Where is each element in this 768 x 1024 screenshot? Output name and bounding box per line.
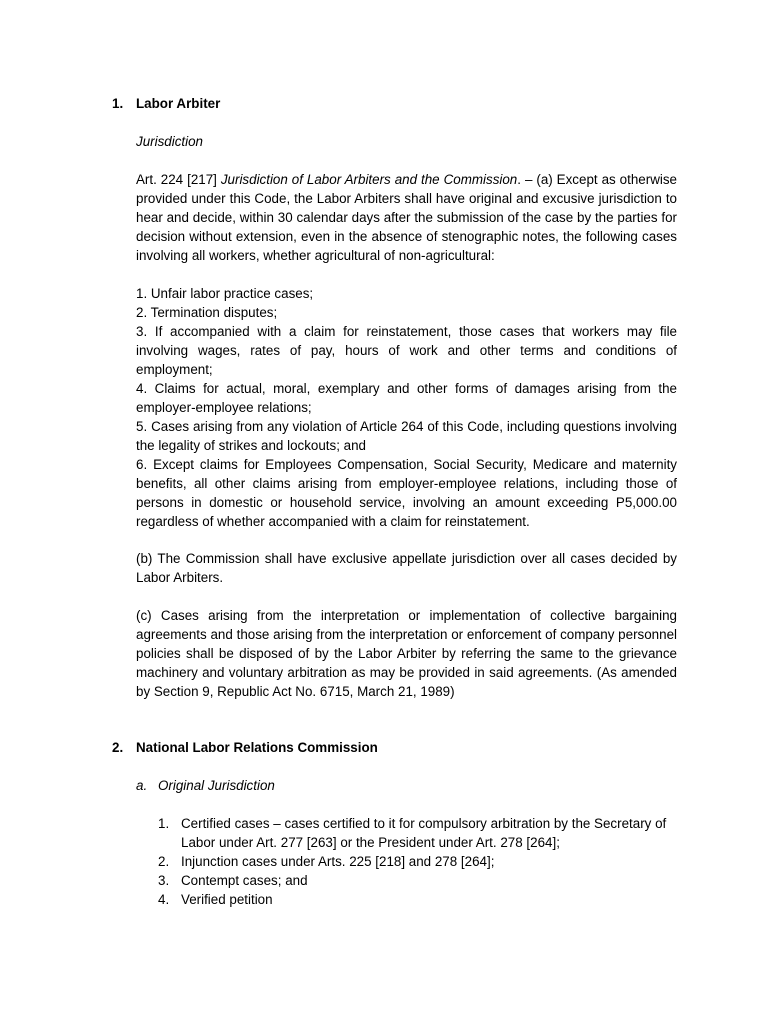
case-item-2: 2. Termination disputes; <box>136 305 278 320</box>
list-item <box>158 871 677 890</box>
list-item-text: Injunction cases under Arts. 225 [218] and 278 [264]; <box>181 854 495 869</box>
original-jurisdiction-list <box>158 814 677 909</box>
section-2-heading <box>112 738 378 757</box>
jurisdiction-subtitle: Jurisdiction <box>136 134 203 149</box>
case-item-5: 5. Cases arising from any violation of Article 264 of this Code, including questions involving the legality of strikes and lockouts; and <box>136 419 677 453</box>
list-item <box>158 890 677 909</box>
article-224-paragraph <box>136 170 677 265</box>
list-item-number: 4. <box>158 892 170 907</box>
section-1-number: 1. <box>112 96 124 111</box>
case-item-4: 4. Claims for actual, moral, exemplary and other forms of damages arising from the employer-employee relations; <box>136 381 677 415</box>
list-item-text: Verified petition <box>181 892 273 907</box>
list-item-number: 3. <box>158 873 170 888</box>
section-1-heading <box>112 94 220 113</box>
section-1-title: Labor Arbiter <box>136 96 221 111</box>
list-item-text: Certified cases – cases certified to it for compulsory arbitration by the Secretary of Labor under Art. 277 [263] or the President under Art. 278 [264]; <box>181 816 667 850</box>
original-jurisdiction-subheading <box>136 776 275 795</box>
paragraph-c-text: (c) Cases arising from the interpretation or implementation of collective bargaining agreements and those arising from the interpretation or enforcement of company personnel policies shall be disposed of by the Labor Arbiter by referring the same to the grievance machinery and voluntary arbitration as may be provided in said agreements. (As amended by Section 9, Republic Act No. 6715, March 21, 1989) <box>136 608 677 699</box>
list-item-number: 2. <box>158 854 170 869</box>
list-item-number: 1. <box>158 816 170 831</box>
jurisdiction-case-list <box>136 284 677 531</box>
subheading-letter: a. <box>136 778 148 793</box>
article-body: . – (a) Except as otherwise provided under this Code, the Labor Arbiters shall have original and excusive jurisdiction to hear and decide, within 30 calendar days after the submission of the case by the parties for decision without extension, even in the absence of stenographic notes, the following cases involving all workers, whether agricultural of non-agricultural: <box>136 172 677 263</box>
section-2-title: National Labor Relations Commission <box>136 740 378 755</box>
case-item-3: 3. If accompanied with a claim for reinstatement, those cases that workers may file involving wages, rates of pay, hours of work and other terms and conditions of employment; <box>136 324 677 377</box>
article-intro: Art. 224 [217] <box>136 172 221 187</box>
paragraph-c <box>136 606 677 701</box>
section-2-number: 2. <box>112 740 124 755</box>
paragraph-b-text: (b) The Commission shall have exclusive appellate jurisdiction over all cases decided by Labor Arbiters. <box>136 551 677 585</box>
case-item-6: 6. Except claims for Employees Compensation, Social Security, Medicare and maternity benefits, all other claims arising from employer-employee relations, including those of persons in domestic or household service, involving an amount exceeding P5,000.00 regardless of whether accompanied with a claim for reinstatement. <box>136 457 677 529</box>
case-item-1: 1. Unfair labor practice cases; <box>136 286 314 301</box>
subheading-title: Original Jurisdiction <box>158 778 275 793</box>
list-item-text: Contempt cases; and <box>181 873 308 888</box>
list-item <box>158 814 677 852</box>
paragraph-b <box>136 549 677 587</box>
article-title: Jurisdiction of Labor Arbiters and the Commission <box>220 172 518 187</box>
list-item <box>158 852 677 871</box>
